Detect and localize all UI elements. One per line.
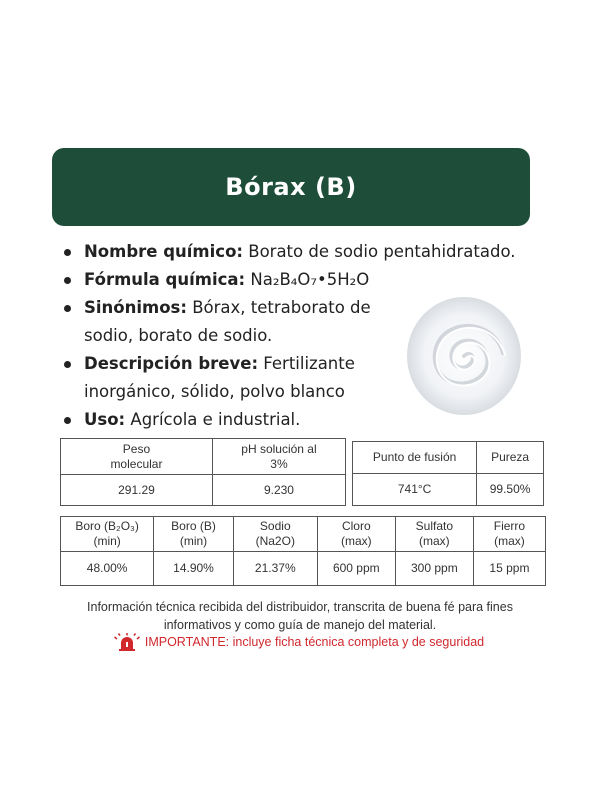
physical-properties-table [352,441,544,506]
table-header-cell: Fierro (max) [473,517,545,552]
table-cell: 291.29 [61,475,213,506]
table-row [353,474,544,506]
page-title: Bórax (B) [225,173,357,201]
table-cell: 600 ppm [317,552,395,586]
fact-label: Nombre químico: [84,242,243,261]
table-cell: 300 ppm [395,552,473,586]
table-header-row [61,517,546,552]
fact-description [62,350,404,406]
table-cell: 99.50% [477,474,544,506]
table-cell: 9.230 [212,475,345,506]
title-banner [52,148,530,226]
warning-text: IMPORTANTE: incluye ficha técnica completa y de seguridad [144,635,485,649]
bullet-icon [64,361,71,368]
table-header-cell: Sulfato (max) [395,517,473,552]
fact-chemical-formula [62,266,562,294]
fact-value: Fertilizante inorgánico, sólido, polvo blanco [84,354,355,401]
bullet-icon [64,305,71,312]
molecular-properties-table [60,438,346,506]
table-header-cell: pH solución al 3% [212,439,345,475]
fact-value: Na₂B₄O₇•5H₂O [245,270,370,289]
table-row [61,552,546,586]
table-header-row [61,439,346,475]
fact-value: Bórax, tetraborato de sodio, borato de sodio. [84,298,371,345]
composition-table [60,516,546,586]
fact-label: Fórmula química: [84,270,246,289]
table-cell: 14.90% [154,552,233,586]
alarm-icon [114,633,140,651]
table-header-cell: Sodio (Na2O) [233,517,317,552]
table-cell: 15 ppm [473,552,545,586]
table-header-cell: Pureza [477,442,544,474]
table-header-cell: Peso molecular [61,439,213,475]
fact-label: Uso: [84,410,126,429]
fact-label: Descripción breve: [84,354,259,373]
fact-value: Agrícola e industrial. [125,410,301,429]
table-cell: 21.37% [233,552,317,586]
fact-chemical-name [62,238,562,266]
table-header-cell: Cloro (max) [317,517,395,552]
table-cell: 741°C [353,474,477,506]
fact-value: Borato de sodio pentahidratado. [243,242,516,261]
bullet-icon [64,277,71,284]
borax-powder-image [405,295,523,417]
warning-line [84,633,514,651]
table-cell: 48.00% [61,552,154,586]
disclaimer-note: Información técnica recibida del distribuidor, transcrita de buena fé para fines informativos y como guía de manejo del material. [87,600,513,632]
table-header-row [353,442,544,474]
table-header-cell: Boro (B₂O₃) (min) [61,517,154,552]
fact-synonyms [62,294,404,350]
fact-label: Sinónimos: [84,298,187,317]
table-header-cell: Boro (B) (min) [154,517,233,552]
bullet-icon [64,417,71,424]
table-row [61,475,346,506]
bullet-icon [64,249,71,256]
table-header-cell: Punto de fusión [353,442,477,474]
